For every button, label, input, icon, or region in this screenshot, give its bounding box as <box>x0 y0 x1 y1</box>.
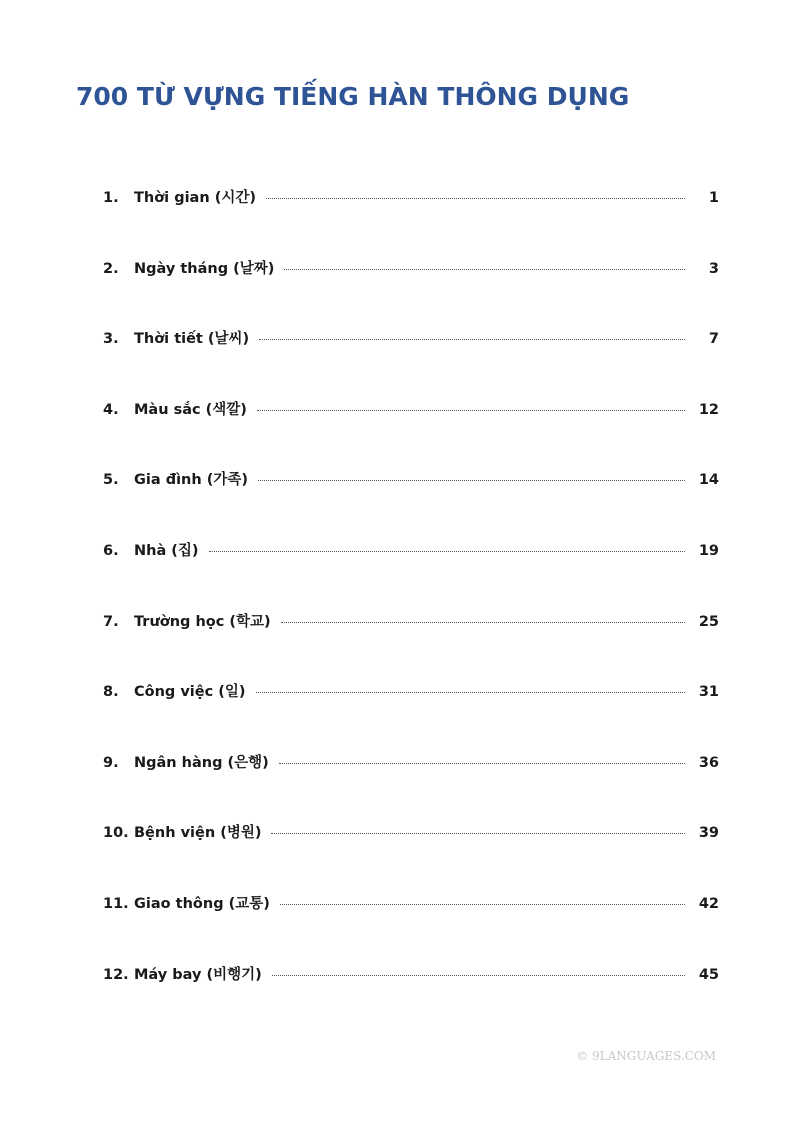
toc-entry-number: 8. <box>103 684 119 701</box>
toc-entry-page: 31 <box>698 684 719 701</box>
toc-dot-leader <box>258 480 685 481</box>
toc-entry-page: 36 <box>698 754 719 771</box>
toc-entry-page: 42 <box>698 895 719 912</box>
toc-entry-number: 4. <box>103 401 119 418</box>
toc-entry-number: 9. <box>103 754 119 771</box>
toc-entry-page: 19 <box>698 542 719 559</box>
toc-entry-label: Công việc (일) <box>134 684 246 701</box>
toc-entry-1[interactable] <box>103 186 719 257</box>
toc-entry-label: Máy bay (비행기) <box>134 966 262 983</box>
toc-entry-12[interactable] <box>103 963 719 1034</box>
toc-dot-leader <box>266 198 685 199</box>
toc-entry-8[interactable] <box>103 680 719 751</box>
toc-entry-2[interactable] <box>103 257 719 328</box>
toc-entry-page: 3 <box>708 260 719 277</box>
toc-entry-6[interactable] <box>103 539 719 610</box>
toc-entry-page: 25 <box>698 613 719 630</box>
toc-entry-label: Nhà (집) <box>134 542 199 559</box>
toc-dot-leader <box>271 833 684 834</box>
toc-entry-page: 14 <box>698 472 719 489</box>
toc-dot-leader <box>279 763 685 764</box>
toc-entry-3[interactable] <box>103 327 719 398</box>
toc-entry-page: 45 <box>698 966 719 983</box>
toc-entry-number: 12. <box>103 966 129 983</box>
toc-dot-leader <box>280 904 685 905</box>
toc-entry-number: 5. <box>103 472 119 489</box>
toc-entry-label: Bệnh viện (병원) <box>134 825 262 842</box>
toc-entry-label: Gia đình (가족) <box>134 472 249 489</box>
toc-entry-number: 3. <box>103 331 119 348</box>
toc-entry-number: 2. <box>103 260 119 277</box>
toc-entry-9[interactable] <box>103 751 719 822</box>
toc-entry-5[interactable] <box>103 468 719 539</box>
toc-entry-number: 7. <box>103 613 119 630</box>
toc-entry-number: 6. <box>103 542 119 559</box>
toc-entry-4[interactable] <box>103 398 719 469</box>
toc-entry-page: 12 <box>698 401 719 418</box>
toc-dot-leader <box>209 551 685 552</box>
toc-entry-label: Trường học (학교) <box>134 613 271 630</box>
toc-dot-leader <box>284 269 685 270</box>
toc-dot-leader <box>272 975 685 976</box>
toc-entry-10[interactable] <box>103 821 719 892</box>
toc-entry-page: 39 <box>698 825 719 842</box>
toc-entry-page: 7 <box>708 331 719 348</box>
toc-entry-label: Giao thông (교통) <box>134 895 270 912</box>
toc-entry-number: 11. <box>103 895 129 912</box>
toc-dot-leader <box>259 339 685 340</box>
toc-entry-page: 1 <box>708 190 719 206</box>
table-of-contents <box>103 186 719 1033</box>
toc-entry-7[interactable] <box>103 610 719 681</box>
toc-entry-label: Ngân hàng (은행) <box>134 754 269 771</box>
toc-dot-leader <box>281 622 685 623</box>
toc-entry-11[interactable] <box>103 892 719 963</box>
toc-entry-label: Ngày tháng (날짜) <box>134 260 275 277</box>
toc-dot-leader <box>256 692 685 693</box>
toc-entry-label: Màu sắc (색깔) <box>134 401 247 418</box>
toc-entry-label: Thời gian (시간) <box>134 190 256 206</box>
toc-dot-leader <box>257 410 685 411</box>
toc-entry-number: 1. <box>103 190 119 206</box>
page-title: 700 TỪ VỰNG TIẾNG HÀN THÔNG DỤNG <box>76 82 630 111</box>
toc-entry-label: Thời tiết (날씨) <box>134 331 250 348</box>
copyright-watermark: © 9LANGUAGES.COM <box>576 1049 716 1063</box>
toc-entry-number: 10. <box>103 825 129 842</box>
